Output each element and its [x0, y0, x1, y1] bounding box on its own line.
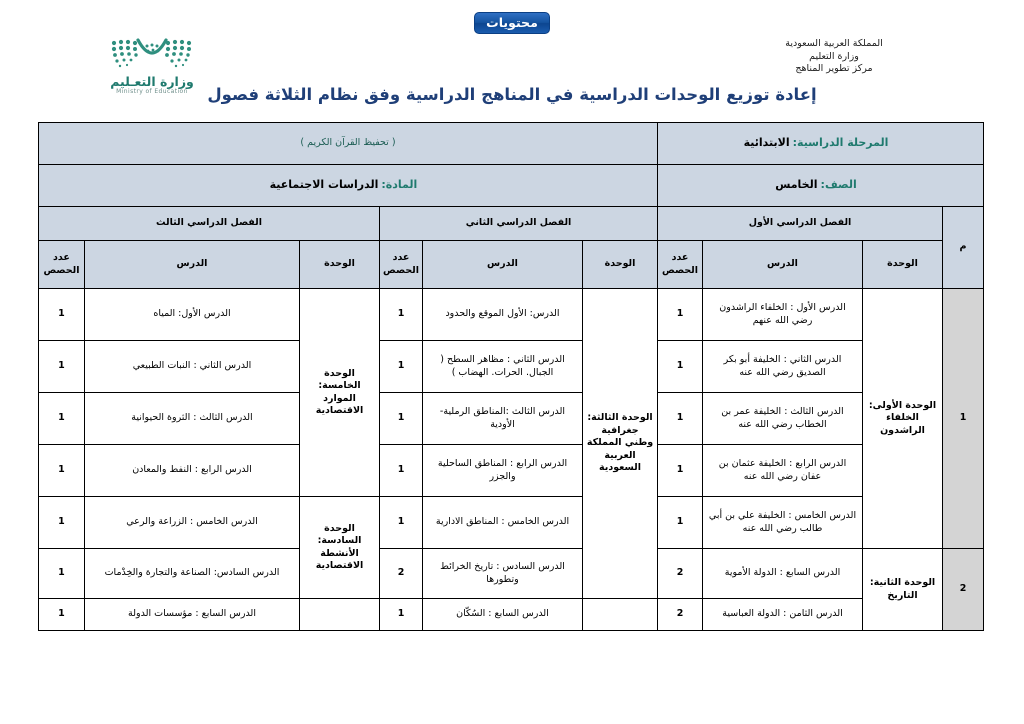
palm-dots-icon — [92, 36, 212, 74]
periods-cell-t2-6: 2 — [380, 549, 423, 599]
contents-badge[interactable]: محتويات — [474, 12, 550, 34]
periods-cell-t2-4: 1 — [380, 445, 423, 497]
ministry-line-ministry: وزارة التعليم — [809, 50, 859, 62]
periods-cell-t1-5: 1 — [658, 497, 703, 549]
periods-cell-t3-6: 1 — [38, 549, 84, 599]
lesson-cell-t2-7: الدرس السابع : السُكّان — [423, 599, 583, 631]
memorization-note-cell: ( تحفيظ القرآن الكريم ) — [38, 123, 657, 165]
periods-cell-t1-7: 2 — [658, 599, 703, 631]
unit-cell-t3-1: الوحدة الخامسة: الموارد الاقتصادية — [300, 289, 380, 497]
term-header-first: الفصل الدراسي الأول — [658, 207, 943, 241]
lesson-cell-t2-3: الدرس الثالث :المناطق الرملية- الأودية — [423, 393, 583, 445]
stage-value: الابتدائية — [743, 135, 790, 149]
lesson-cell-t1-5: الدرس الخامس : الخليفة علي بن أبي طالب رضي الله عنه — [703, 497, 863, 549]
subject-label: المادة: — [381, 177, 418, 191]
lesson-cell-t3-5: الدرس الخامس : الزراعة والرعي — [85, 497, 300, 549]
table-row — [38, 445, 983, 497]
periods-cell-t1-1: 1 — [658, 289, 703, 341]
periods-cell-t2-1: 1 — [380, 289, 423, 341]
ministry-header — [684, 38, 984, 76]
grade-value: الخامس — [775, 177, 818, 191]
document-title: إعادة توزيع الوحدات الدراسية في المناهج الدراسية وفق نظام الثلاثة فصول — [207, 85, 817, 104]
table-row — [38, 341, 983, 393]
unit-cell-t3-blank — [300, 599, 380, 631]
periods-cell-t3-1: 1 — [38, 289, 84, 341]
lesson-cell-t3-1: الدرس الأول: المياه — [85, 289, 300, 341]
term-header-third: الفصل الدراسي الثالث — [38, 207, 379, 241]
table-row — [38, 393, 983, 445]
periods-cell-t3-3: 1 — [38, 393, 84, 445]
m-column-header: م — [943, 207, 984, 289]
col-header-periods-t1: عدد الحصص — [658, 241, 703, 289]
lesson-cell-t3-2: الدرس الثاني : النبات الطبيعي — [85, 341, 300, 393]
lesson-cell-t1-6: الدرس السابع : الدولة الأموية — [703, 549, 863, 599]
periods-cell-t3-4: 1 — [38, 445, 84, 497]
col-header-unit-t1: الوحدة — [863, 241, 943, 289]
ministry-line-country: المملكة العربية السعودية — [785, 38, 883, 49]
distribution-table-wrapper — [39, 122, 984, 631]
ministry-line-center: مركز تطوير المناهج — [795, 63, 873, 74]
m-number-2: 2 — [943, 549, 984, 631]
col-header-lesson-t2: الدرس — [423, 241, 583, 289]
lesson-cell-t2-1: الدرس: الأول الموقع والحدود — [423, 289, 583, 341]
periods-cell-t3-2: 1 — [38, 341, 84, 393]
periods-cell-t1-2: 1 — [658, 341, 703, 393]
term-header-row — [38, 207, 983, 241]
periods-cell-t2-7: 1 — [380, 599, 423, 631]
lesson-cell-t1-7: الدرس الثامن : الدولة العباسية — [703, 599, 863, 631]
periods-cell-t1-3: 1 — [658, 393, 703, 445]
periods-cell-t3-7: 1 — [38, 599, 84, 631]
stage-cell — [658, 123, 984, 165]
lesson-cell-t2-4: الدرس الرابع : المناطق الساحلية والجزر — [423, 445, 583, 497]
contents-badge-row — [0, 12, 1024, 34]
lesson-cell-t2-6: الدرس السادس : تاريخ الخرائط وتطورها — [423, 549, 583, 599]
subject-value: الدراسات الاجتماعية — [269, 177, 379, 191]
periods-cell-t1-4: 1 — [658, 445, 703, 497]
col-header-lesson-t1: الدرس — [703, 241, 863, 289]
unit-cell-t1-2: الوحدة الثانية: التاريخ — [863, 549, 943, 631]
lesson-cell-t1-1: الدرس الأول : الخلفاء الراشدون رضي الله عنهم — [703, 289, 863, 341]
unit-cell-t2-1: الوحدة الثالثة: جغرافية وطني المملكة العربية السعودية — [583, 289, 658, 599]
m-number-1: 1 — [943, 289, 984, 549]
col-header-periods-t2: عدد الحصص — [380, 241, 423, 289]
lesson-cell-t3-4: الدرس الرابع : النفط والمعادن — [85, 445, 300, 497]
periods-cell-t2-5: 1 — [380, 497, 423, 549]
periods-cell-t3-5: 1 — [38, 497, 84, 549]
lesson-cell-t2-5: الدرس الخامس : المناطق الادارية — [423, 497, 583, 549]
table-row — [38, 497, 983, 549]
col-header-periods-t3: عدد الحصص — [38, 241, 84, 289]
distribution-table — [38, 122, 984, 631]
periods-cell-t2-3: 1 — [380, 393, 423, 445]
column-header-row — [38, 241, 983, 289]
lesson-cell-t3-6: الدرس السادس: الصناعة والتجارة والخِدْمات — [85, 549, 300, 599]
stage-label: المرحلة الدراسية: — [792, 135, 889, 149]
lesson-cell-t3-3: الدرس الثالث : الثروة الحيوانية — [85, 393, 300, 445]
grade-cell — [658, 165, 984, 207]
unit-cell-t2-blank — [583, 599, 658, 631]
lesson-cell-t1-3: الدرس الثالث : الخليفة عمر بن الخطاب رضي الله عنه — [703, 393, 863, 445]
grade-label: الصف: — [820, 177, 857, 191]
periods-cell-t1-6: 2 — [658, 549, 703, 599]
col-header-unit-t2: الوحدة — [583, 241, 658, 289]
stage-banner-row — [38, 123, 983, 165]
term-header-second: الفصل الدراسي الثاني — [380, 207, 658, 241]
table-row — [38, 289, 983, 341]
table-row — [38, 599, 983, 631]
col-header-lesson-t3: الدرس — [85, 241, 300, 289]
subject-cell — [38, 165, 657, 207]
table-row — [38, 549, 983, 599]
periods-cell-t2-2: 1 — [380, 341, 423, 393]
logo-arabic-text: وزارة التعـليم — [110, 74, 194, 89]
unit-cell-t1-1: الوحدة الأولى: الخلفاء الراشدون — [863, 289, 943, 549]
lesson-cell-t1-2: الدرس الثاني : الخليفة أبو بكر الصديق رضي الله عنه — [703, 341, 863, 393]
col-header-unit-t3: الوحدة — [300, 241, 380, 289]
lesson-cell-t2-2: الدرس الثاني : مظاهر السطح ( الجبال. الحرات. الهضاب ) — [423, 341, 583, 393]
unit-cell-t3-2: الوحدة السادسة: الأنشطة الاقتصادية — [300, 497, 380, 599]
logo-english-text: Ministry of Education — [116, 88, 188, 95]
lesson-cell-t1-4: الدرس الرابع : الخليفة عثمان بن عفان رضي الله عنه — [703, 445, 863, 497]
lesson-cell-t3-7: الدرس السابع : مؤسسات الدولة — [85, 599, 300, 631]
grade-subject-banner-row — [38, 165, 983, 207]
